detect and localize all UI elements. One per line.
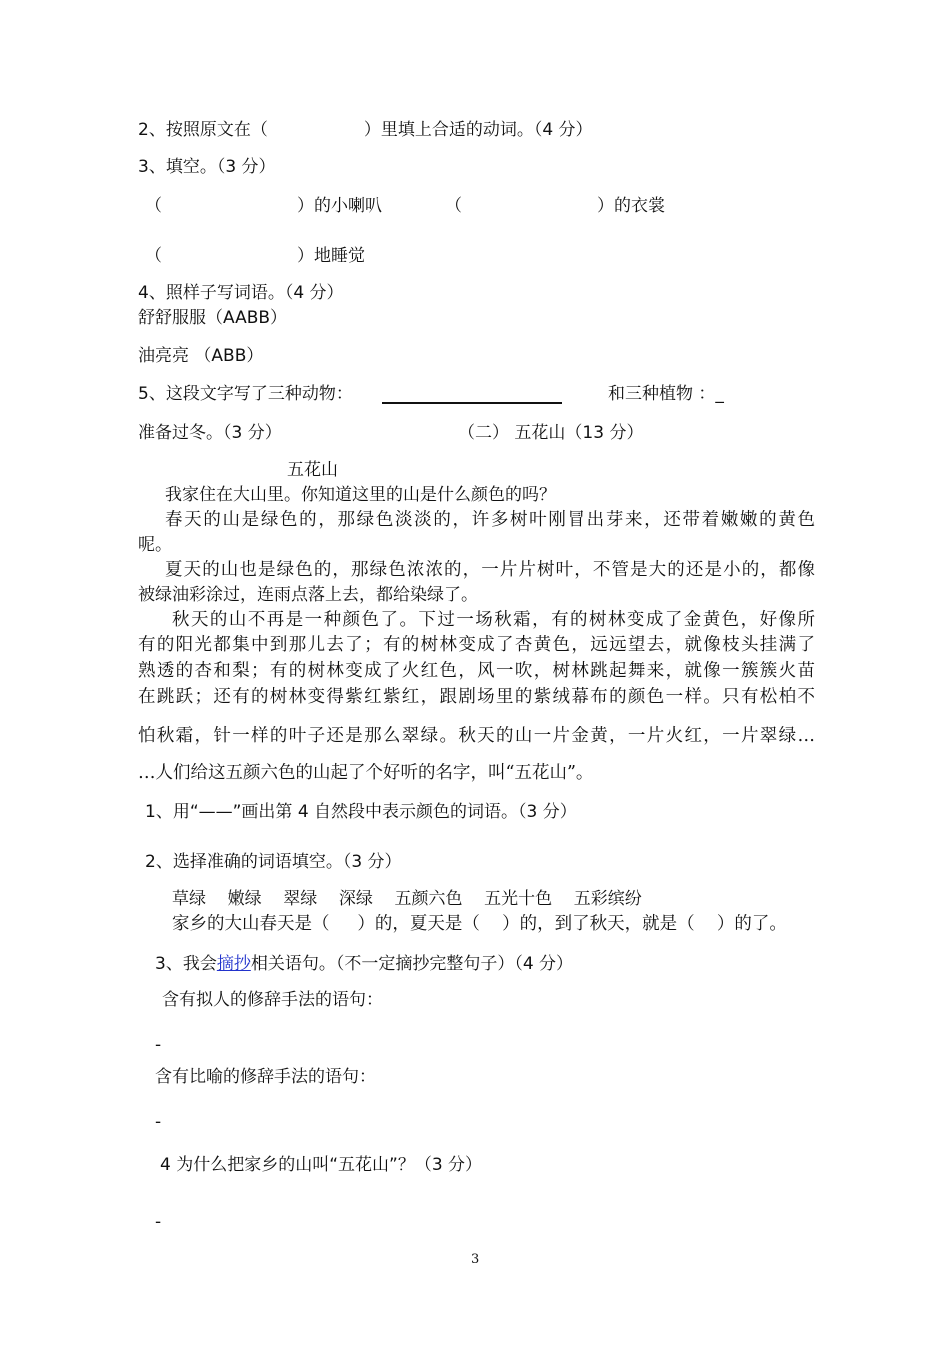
blank-open: （ — [145, 196, 162, 216]
blank-label: ）的衣裳 — [597, 196, 665, 216]
reading-question-3 — [155, 953, 573, 975]
reading-question-4: 4 为什么把家乡的山叫“五花山”？（3 分） — [160, 1155, 483, 1175]
word-choice: 翠绿 — [283, 889, 318, 909]
word-choices — [172, 888, 642, 910]
word-choice: 深绿 — [338, 889, 373, 909]
answer-dash: - — [155, 1035, 162, 1055]
passage-line: 在跳跃；还有的树林变得紫红紫红，跟剧场里的紫绒幕布的颜色一样。只有松柏不 — [138, 687, 815, 707]
question-5-end: 准备过冬。（3 分） — [138, 423, 282, 443]
answer-dash: - — [155, 1112, 162, 1132]
passage-line: 春天的山是绿色的，那绿色淡淡的，许多树叶刚冒出芽来，还带着嫩嫩的黄色 — [165, 510, 815, 530]
section-heading: （二） 五花山（13 分） — [458, 423, 644, 443]
q3-prefix: 3、我会 — [155, 954, 217, 974]
q2-suffix: ）里填上合适的动词。（4 分） — [363, 120, 593, 140]
passage-line: 我家住在大山里。你知道这里的山是什么颜色的吗？ — [165, 485, 556, 505]
reading-question-2: 2、选择准确的词语填空。（3 分） — [145, 852, 402, 872]
passage-line: 有的阳光都集中到那儿去了；有的树林变成了杏黄色，远远望去，就像枝头挂满了 — [138, 635, 815, 655]
word-choice: 草绿 — [172, 889, 206, 909]
answer-dash: - — [155, 1212, 162, 1232]
page-number: 3 — [471, 1252, 480, 1267]
question-4: 4、照样子写词语。（4 分） — [138, 283, 344, 303]
metaphor-prompt: 含有比喻的修辞手法的语句： — [155, 1067, 376, 1087]
question-2 — [138, 119, 593, 141]
personification-prompt: 含有拟人的修辞手法的语句： — [162, 990, 383, 1010]
passage-line: …人们给这五颜六色的山起了个好听的名字，叫“五花山”。 — [138, 763, 594, 783]
word-choice: 嫩绿 — [227, 889, 262, 909]
example-abb: 油亮亮 （ABB） — [138, 346, 264, 366]
passage-line: 被绿油彩涂过，连雨点落上去，都给染绿了。 — [138, 585, 478, 605]
example-aabb: 舒舒服服（AABB） — [138, 308, 288, 328]
blank-label: ）的小喇叭 — [297, 196, 382, 216]
answer-line — [382, 402, 562, 404]
reading-question-1: 1、用“——”画出第 4 自然段中表示颜色的词语。（3 分） — [145, 802, 577, 822]
q3-suffix: 相关语句。（不一定摘抄完整句子）（4 分） — [250, 954, 574, 974]
question-5: 5、这段文字写了三种动物： — [138, 384, 353, 404]
word-choice: 五光十色 — [484, 889, 553, 909]
passage-line: 秋天的山不再是一种颜色了。下过一场秋霜，有的树林变成了金黄色，好像所 — [172, 610, 815, 630]
q2-prefix: 2、按照原文在（ — [138, 120, 268, 140]
passage-line: 夏天的山也是绿色的，那绿色浓浓的，一片片树叶，不管是大的还是小的，都像 — [165, 560, 815, 580]
question-5-middle: 和三种植物 ：_ — [608, 384, 724, 404]
question-3: 3、填空。（3 分） — [138, 157, 276, 177]
blank-label: ）地睡觉 — [297, 246, 365, 266]
blank-open: （ — [445, 196, 462, 216]
passage-line: 呢。 — [138, 535, 172, 555]
passage-line: 怕秋霜，针一样的叶子还是那么翠绿。秋天的山一片金黄，一片火红，一片翠绿… — [138, 726, 815, 746]
word-choice: 五颜六色 — [394, 889, 463, 909]
fill-sentence: 家乡的大山春天是（ ）的，夏天是（ ）的，到了秋天，就是（ ）的了。 — [172, 914, 787, 934]
passage-line: 熟透的杏和梨；有的树林变成了火红色，风一吹，树林跳起舞来，就像一簇簇火苗 — [138, 661, 815, 681]
passage-title: 五花山 — [287, 460, 338, 480]
blank-open: （ — [145, 246, 162, 266]
excerpt-link[interactable]: 摘抄 — [216, 954, 251, 974]
word-choice: 五彩缤纷 — [573, 889, 642, 909]
